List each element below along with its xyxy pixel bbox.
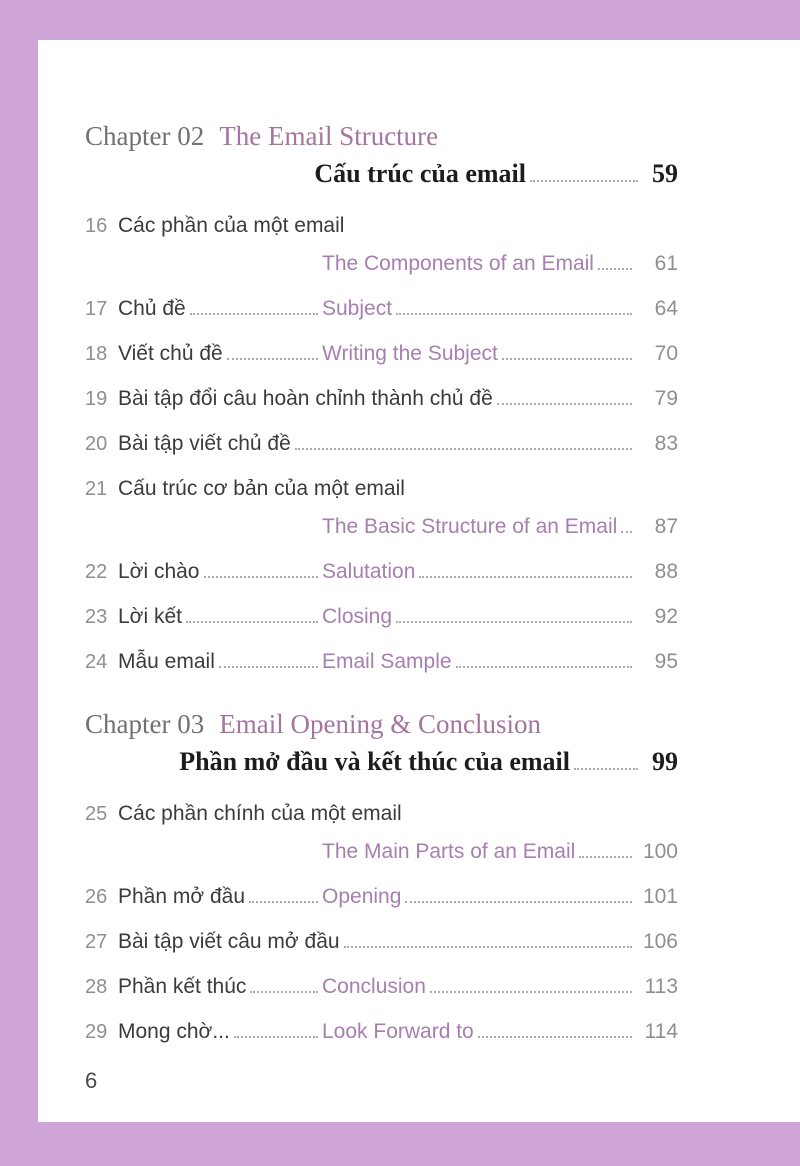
chapter-section: [85, 709, 678, 1043]
dot-leader: [234, 1036, 318, 1038]
entry-number: 18: [85, 343, 108, 365]
entry-page-number: 101: [642, 885, 678, 908]
folio-page-number: 6: [85, 1068, 98, 1093]
vietnamese-cell: [118, 298, 322, 320]
toc-entry: [85, 803, 678, 825]
toc-entry: [85, 215, 678, 237]
entry-page-number: 114: [644, 1020, 678, 1043]
dot-leader: [456, 666, 632, 668]
vietnamese-cell: [118, 651, 322, 673]
entry-number: 28: [85, 976, 108, 998]
entry-page-number: 64: [654, 297, 678, 320]
chapter-subtitle: [85, 747, 678, 777]
entry-title-vi: Các phần chính của một email: [118, 802, 402, 825]
chapter-entries: [85, 803, 678, 1043]
dot-leader: [396, 621, 632, 623]
vietnamese-cell: [118, 606, 322, 628]
entry-page-number: 61: [654, 252, 678, 275]
dot-leader: [405, 901, 632, 903]
entry-title-vi: Lời kết: [118, 605, 182, 628]
toc-entry: [85, 561, 678, 583]
entry-title-vi: Các phần của một email: [118, 214, 345, 237]
table-of-contents: [38, 40, 800, 1043]
entry-title-en: Email Sample: [322, 650, 452, 673]
chapter-heading: [85, 121, 678, 151]
toc-entry: [85, 1021, 678, 1043]
entry-page-number: 113: [644, 975, 678, 998]
dot-leader: [186, 621, 318, 623]
toc-entry-english-line: [85, 516, 678, 538]
dot-leader: [396, 313, 632, 315]
chapter-subtitle-vi: Cấu trúc của email: [314, 159, 526, 188]
entry-page-number: 92: [654, 605, 678, 628]
toc-entry: [85, 343, 678, 365]
dot-leader: [621, 531, 632, 533]
dot-leader: [295, 448, 632, 450]
chapter-page-number: 99: [652, 747, 678, 776]
toc-entry: [85, 298, 678, 320]
toc-entry-english-line: [85, 841, 678, 863]
entry-number: 22: [85, 561, 108, 583]
dot-leader: [574, 768, 638, 770]
entry-title-en: The Main Parts of an Email: [322, 840, 576, 863]
dot-leader: [579, 856, 632, 858]
toc-entry: [85, 478, 678, 500]
entry-page-number: 79: [654, 387, 678, 410]
entry-number: 19: [85, 388, 108, 410]
entry-title-vi: Cấu trúc cơ bản của một email: [118, 477, 405, 500]
entry-title-vi: Mong chờ...: [118, 1020, 230, 1043]
entry-title-vi: Bài tập đổi câu hoàn chỉnh thành chủ đề: [118, 387, 493, 410]
entry-title-en: Subject: [322, 297, 393, 320]
dot-leader: [598, 268, 632, 270]
entry-page-number: 88: [654, 560, 678, 583]
dot-leader: [530, 180, 638, 182]
entry-number: 16: [85, 215, 108, 237]
book-page: [38, 40, 800, 1122]
entry-title-en: Opening: [322, 885, 402, 908]
dot-leader: [219, 666, 318, 668]
entry-title-vi: Chủ đề: [118, 297, 186, 320]
toc-entry: [85, 388, 678, 410]
entry-title-vi: Lời chào: [118, 560, 200, 583]
entry-title-vi: Phần kết thúc: [118, 975, 247, 998]
entry-title-vi: Mẫu email: [118, 650, 215, 673]
dot-leader: [502, 358, 632, 360]
entry-page-number: 70: [654, 342, 678, 365]
entry-number: 26: [85, 886, 108, 908]
chapter-label: Chapter 03: [85, 709, 205, 739]
vietnamese-cell: [118, 561, 322, 583]
chapter-entries: [85, 215, 678, 673]
dot-leader: [190, 313, 318, 315]
dot-leader: [497, 403, 632, 405]
dot-leader: [227, 358, 318, 360]
chapter-subtitle: [85, 159, 678, 189]
entry-number: 27: [85, 931, 108, 953]
dot-leader: [430, 991, 632, 993]
entry-title-en: Salutation: [322, 560, 416, 583]
dot-leader: [250, 991, 318, 993]
chapter-heading: [85, 709, 678, 739]
entry-title-vi: Bài tập viết chủ đề: [118, 432, 291, 455]
entry-title-vi: Phần mở đầu: [118, 885, 246, 908]
entry-page-number: 95: [654, 650, 678, 673]
entry-number: 17: [85, 298, 108, 320]
toc-entry-english-line: [85, 253, 678, 275]
entry-page-number: 106: [642, 930, 678, 953]
dot-leader: [249, 901, 318, 903]
entry-number: 24: [85, 651, 108, 673]
dot-leader: [419, 576, 632, 578]
toc-entry: [85, 931, 678, 953]
toc-entry: [85, 606, 678, 628]
toc-entry: [85, 651, 678, 673]
entry-title-en: Writing the Subject: [322, 342, 498, 365]
chapter-title-en: The Email Structure: [219, 121, 439, 151]
entry-title-vi: Viết chủ đề: [118, 342, 223, 365]
entry-title-en: The Components of an Email: [322, 252, 594, 275]
entry-title-vi: Bài tập viết câu mở đầu: [118, 930, 340, 953]
entry-page-number: 87: [654, 515, 678, 538]
vietnamese-cell: [118, 1021, 322, 1043]
chapter-title-en: Email Opening & Conclusion: [219, 709, 541, 739]
entry-title-en: Conclusion: [322, 975, 426, 998]
entry-number: 20: [85, 433, 108, 455]
vietnamese-cell: [118, 343, 322, 365]
entry-page-number: 100: [642, 840, 678, 863]
entry-page-number: 83: [654, 432, 678, 455]
toc-entry: [85, 976, 678, 998]
toc-entry: [85, 433, 678, 455]
entry-title-en: The Basic Structure of an Email: [322, 515, 618, 538]
vietnamese-cell: [118, 886, 322, 908]
toc-entry: [85, 886, 678, 908]
chapter-label: Chapter 02: [85, 121, 205, 151]
entry-title-en: Closing: [322, 605, 393, 628]
chapter-subtitle-vi: Phần mở đầu và kết thúc của email: [179, 747, 570, 776]
entry-number: 23: [85, 606, 108, 628]
entry-number: 21: [85, 478, 108, 500]
dot-leader: [344, 946, 632, 948]
entry-number: 25: [85, 803, 108, 825]
dot-leader: [478, 1036, 632, 1038]
entry-number: 29: [85, 1021, 108, 1043]
entry-title-en: Look Forward to: [322, 1020, 474, 1043]
vietnamese-cell: [118, 976, 322, 998]
chapter-section: [85, 121, 678, 673]
chapter-page-number: 59: [652, 159, 678, 188]
dot-leader: [204, 576, 319, 578]
